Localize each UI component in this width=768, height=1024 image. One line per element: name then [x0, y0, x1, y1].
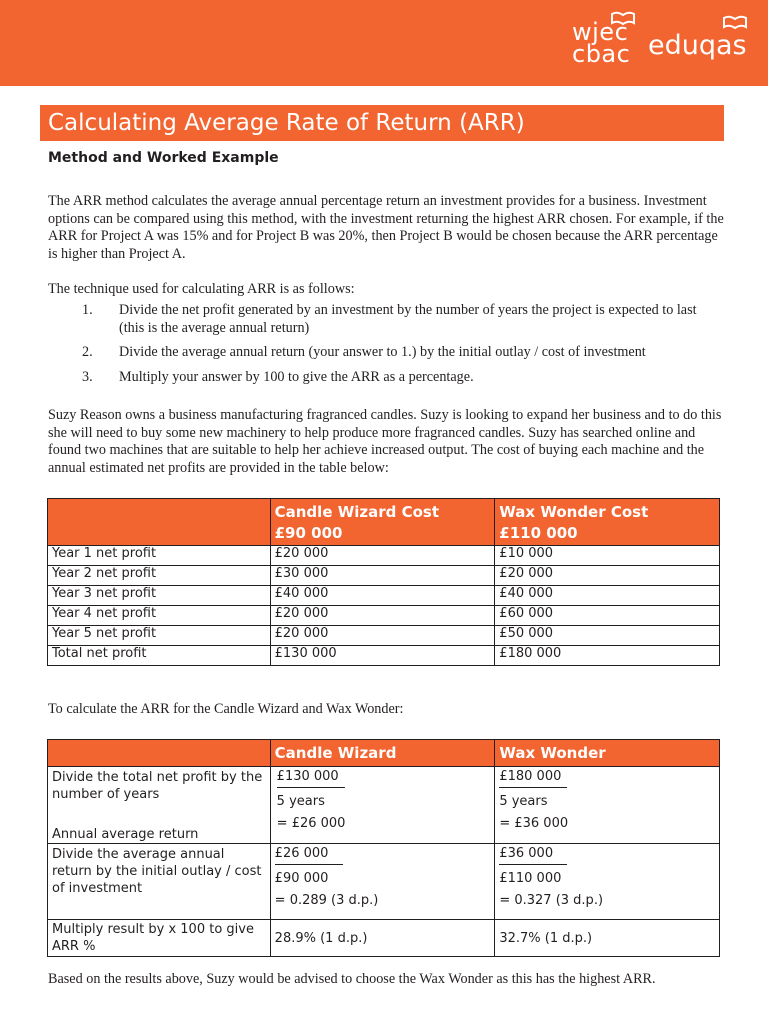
table-row	[48, 767, 720, 844]
calc-intro: To calculate the ARR for the Candle Wizard and Wax Wonder:	[48, 701, 404, 717]
row-label-cell	[48, 767, 271, 844]
logo-wjec-text: wjec	[572, 18, 629, 46]
header-text: £90 000	[274, 524, 343, 542]
step-text: Multiply your answer by 100 to give the ARR as a percentage.	[119, 369, 474, 385]
numerator: £26 000	[274, 846, 329, 861]
wax-wonder-value: £60 000	[495, 606, 720, 626]
result: = £26 000	[276, 816, 346, 831]
table-row	[48, 920, 720, 957]
result: = 0.289 (3 d.p.)	[274, 893, 379, 908]
candle-wizard-value: £40 000	[270, 586, 495, 606]
candle-wizard-value: £20 000	[270, 626, 495, 646]
wax-wonder-value: £180 000	[495, 646, 720, 666]
row-label: Year 5 net profit	[48, 626, 271, 646]
header-text: Candle Wizard Cost	[274, 503, 440, 521]
result: = £36 000	[499, 816, 569, 831]
row-label: Divide the total net profit by the number of years	[52, 770, 263, 802]
profit-table-header	[48, 499, 720, 546]
step-number: 1.	[82, 302, 93, 318]
row-label: Year 1 net profit	[48, 546, 271, 566]
arr-table-header	[48, 740, 720, 767]
table-row	[48, 586, 720, 606]
row-label: Total net profit	[48, 646, 271, 666]
fraction-line	[277, 787, 345, 788]
technique-intro: The technique used for calculating ARR is as follows:	[48, 281, 355, 297]
wax-wonder-value: £20 000	[495, 566, 720, 586]
conclusion: Based on the results above, Suzy would be advised to choose the Wax Wonder as this has the highest ARR.	[48, 971, 656, 987]
intro-paragraph: The ARR method calculates the average annual percentage return an investment provides for a business. Investment options can be compared using this method, with the investment returning the highest ARR chosen. For example, if the ARR for Project A was 15% and for Project B was 20%, then Project B would be chosen because the ARR percentage is higher than Project A.	[48, 193, 724, 262]
header-blank	[48, 499, 271, 546]
denominator: 5 years	[276, 794, 325, 809]
row-label: Multiply result by x 100 to give ARR %	[48, 920, 271, 957]
scenario-paragraph: Suzy Reason owns a business manufacturing fragranced candles. Suzy is looking to expand her business and to do this she will need to buy some new machinery to help produce more fragranced candles. Suzy has searched online and found two machines that are suitable to help her achieve increased output. The cost of buying each machine and the annual estimated net profits are provided in the table below:	[48, 407, 722, 476]
table-row	[48, 646, 720, 666]
numerator: £180 000	[499, 769, 562, 784]
candle-wizard-value: £130 000	[270, 646, 495, 666]
page-title: Calculating Average Rate of Return (ARR)	[48, 110, 525, 136]
denominator: £90 000	[274, 871, 329, 886]
fraction-line	[499, 864, 567, 865]
table-row	[48, 546, 720, 566]
row-label-secondary: Annual average return	[52, 827, 199, 842]
wax-wonder-calc	[495, 767, 720, 844]
fraction-line	[275, 864, 343, 865]
fraction-line	[499, 787, 567, 788]
logo-cbac-text: cbac	[572, 40, 631, 68]
numerator: £36 000	[499, 846, 554, 861]
row-label: Year 4 net profit	[48, 606, 271, 626]
header-blank	[48, 740, 271, 767]
page-subtitle: Method and Worked Example	[48, 150, 279, 166]
result: = 0.327 (3 d.p.)	[499, 893, 604, 908]
header-wax-wonder: Wax Wonder	[495, 740, 720, 767]
row-label: Divide the average annual return by the initial outlay / cost of investment	[48, 844, 271, 920]
profit-table	[47, 498, 720, 666]
candle-wizard-arr: 28.9% (1 d.p.)	[270, 920, 495, 957]
step-text: Divide the net profit generated by an investment by the number of years the project is expected to last (this is the average annual return)	[119, 302, 697, 336]
candle-wizard-value: £20 000	[270, 546, 495, 566]
row-label: Year 2 net profit	[48, 566, 271, 586]
wax-wonder-arr: 32.7% (1 d.p.)	[495, 920, 720, 957]
header-text: Wax Wonder Cost	[499, 503, 649, 521]
wax-wonder-value: £10 000	[495, 546, 720, 566]
denominator: 5 years	[499, 794, 548, 809]
wjec-cbac-logo	[572, 18, 631, 68]
book-icon	[610, 10, 636, 26]
row-label: Year 3 net profit	[48, 586, 271, 606]
candle-wizard-value: £20 000	[270, 606, 495, 626]
table-row	[48, 844, 720, 920]
step-number: 2.	[82, 344, 93, 360]
wax-wonder-value: £50 000	[495, 626, 720, 646]
candle-wizard-calc	[270, 844, 495, 920]
table-row	[48, 626, 720, 646]
wax-wonder-calc	[495, 844, 720, 920]
eduqas-logo: eduqas	[648, 30, 747, 61]
header-text: £110 000	[499, 524, 578, 542]
header-candle-wizard: Candle Wizard	[270, 740, 495, 767]
step-text: Divide the average annual return (your answer to 1.) by the initial outlay / cost of investment	[119, 344, 646, 360]
wax-wonder-value: £40 000	[495, 586, 720, 606]
table-row	[48, 566, 720, 586]
header-candle-wizard-cost	[270, 499, 495, 546]
book-icon	[722, 14, 748, 30]
header-wax-wonder-cost	[495, 499, 720, 546]
candle-wizard-calc	[270, 767, 495, 844]
denominator: £110 000	[499, 871, 562, 886]
step-number: 3.	[82, 369, 93, 385]
candle-wizard-value: £30 000	[270, 566, 495, 586]
arr-table	[47, 739, 720, 957]
numerator: £130 000	[276, 769, 339, 784]
table-row	[48, 606, 720, 626]
